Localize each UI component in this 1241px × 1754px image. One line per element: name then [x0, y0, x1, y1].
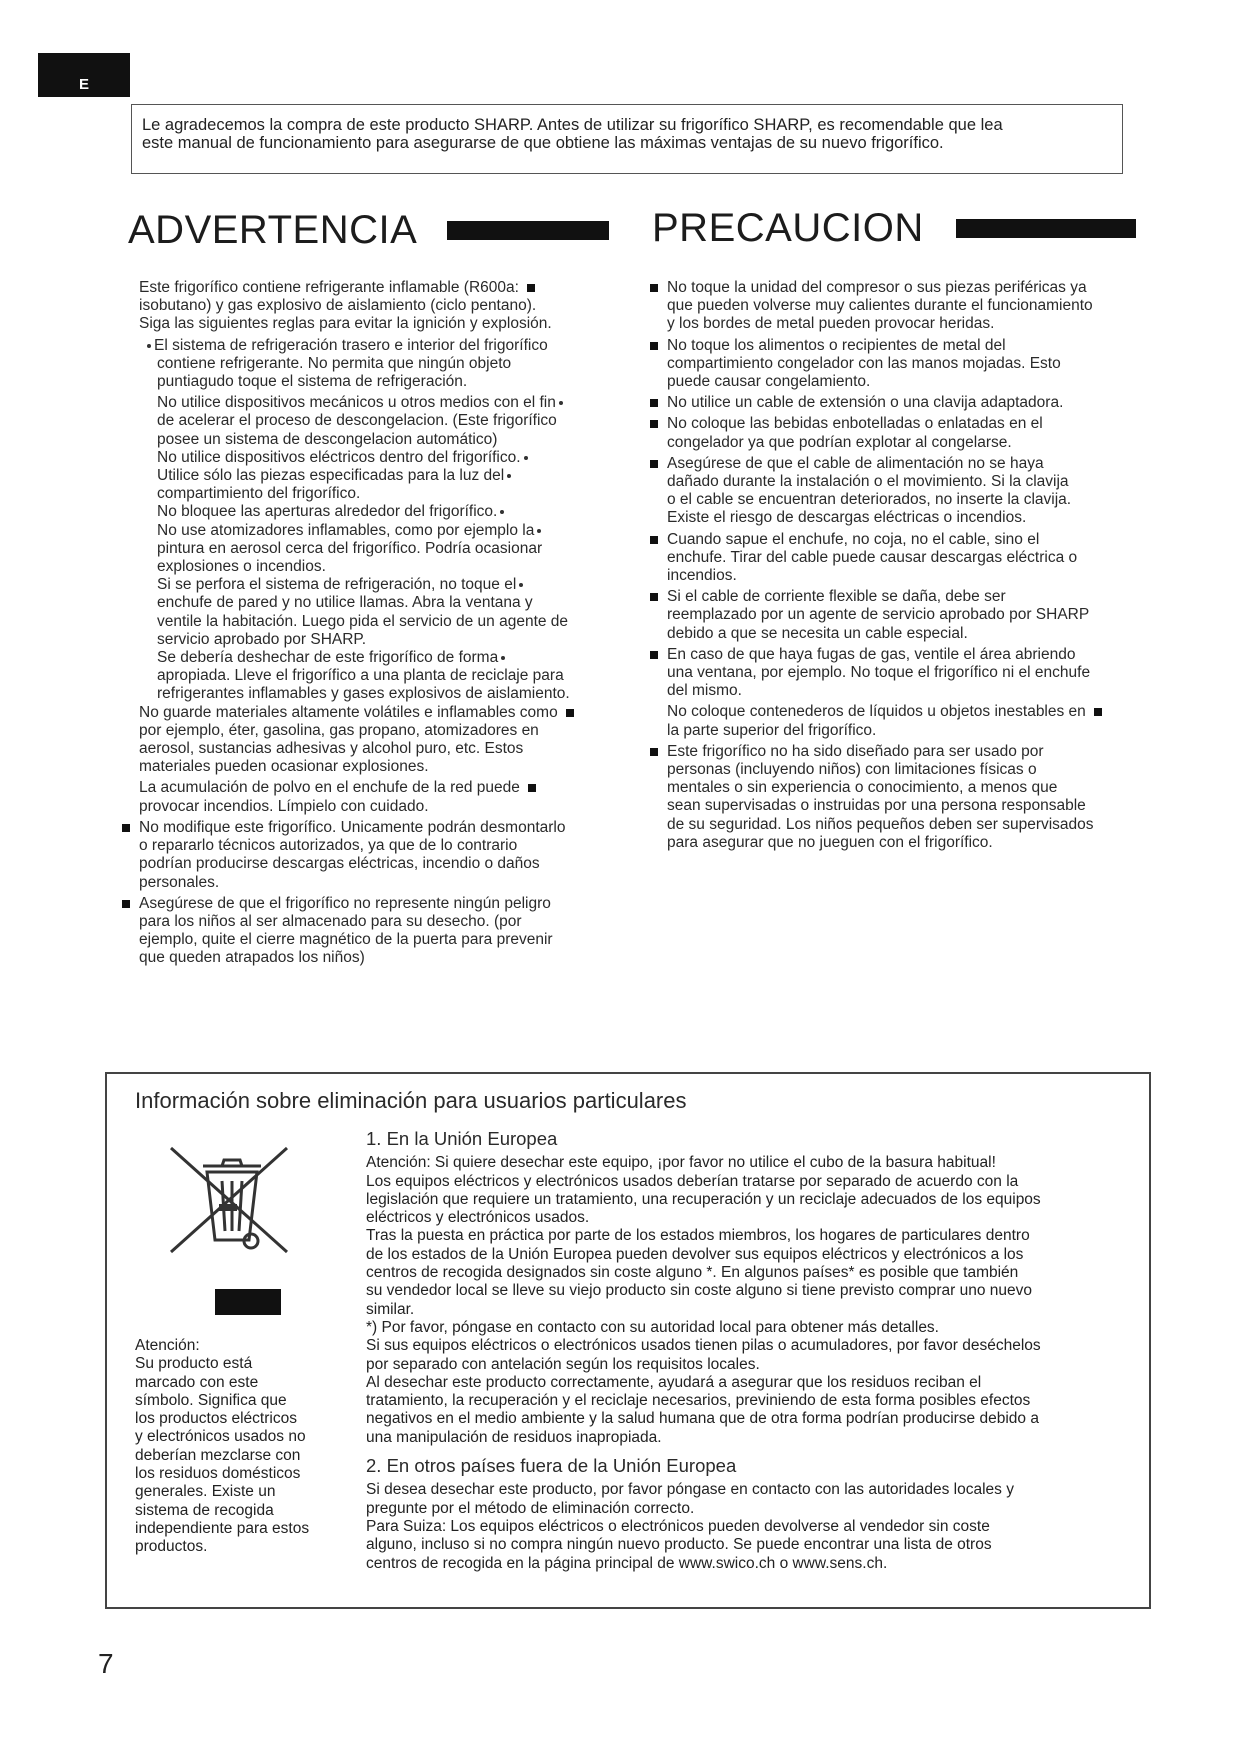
- warning-intro-line: Este frigorífico contiene refrigerante inflamable (R600a:: [139, 279, 519, 296]
- page-number: 7: [98, 1648, 114, 1679]
- warning-line: La acumulación de polvo en el enchufe de la red puede: [139, 779, 520, 797]
- caution-line: sean supervisadas o instruidas por una persona responsable: [667, 797, 1086, 815]
- caution-line: No toque la unidad del compresor o sus piezas periféricas ya: [667, 279, 1087, 296]
- warning-item-4: [122, 819, 630, 892]
- bullet-square-icon: [528, 784, 536, 792]
- warning-sub-line: compartimiento del frigorífico.: [157, 485, 361, 503]
- warning-sub-line: posee un sistema de descongelacion automático): [157, 430, 498, 448]
- bullet-square-icon: [566, 709, 574, 717]
- caution-item: [650, 337, 1170, 392]
- bullet-dot-icon: [147, 344, 151, 348]
- bullet-dot-icon: [507, 474, 511, 478]
- bullet-dot-icon: [537, 529, 541, 533]
- bullet-square-icon: [650, 460, 658, 468]
- other-line: centros de recogida en la página principal de www.swico.ch o www.sens.ch.: [366, 1554, 888, 1572]
- caution-line: de su seguridad. Los niños pequeños deben ser supervisados: [667, 815, 1094, 833]
- caution-line: Este frigorífico no ha sido diseñado para ser usado por: [667, 742, 1044, 760]
- warning-line: o repararlo técnicos autorizados, ya que de lo contrario: [139, 837, 518, 855]
- eu-line: su vendedor local se lleve su viejo producto sin coste alguno si tiene previsto comprar uno nuevo: [366, 1282, 1033, 1300]
- other-line: pregunte por el método de eliminación correcto.: [366, 1499, 695, 1517]
- caution-line: No coloque las bebidas enbotelladas o enlatadas en el: [667, 415, 1043, 433]
- bullet-square-icon: [650, 420, 658, 428]
- bin-underline-bar: [215, 1289, 281, 1315]
- note-line: símbolo. Significa que: [135, 1391, 287, 1409]
- caution-line: compartimiento congelador con las manos mojadas. Esto: [667, 354, 1061, 372]
- warning-sub-line: apropiada. Lleve el frigorífico a una planta de reciclaje para: [157, 667, 564, 685]
- bullet-dot-icon: [519, 583, 523, 587]
- caution-line: puede causar congelamiento.: [667, 373, 871, 391]
- disposal-symbol-note: [135, 1337, 335, 1557]
- warning-sub-line: No use atomizadores inflamables, como por ejemplo la: [157, 521, 535, 539]
- caution-line: incendios.: [667, 567, 737, 585]
- eu-line: negativos en el medio ambiente y la salud humana que de otra forma podrían producirse debido a: [366, 1410, 1039, 1428]
- language-code: E: [78, 76, 89, 93]
- warning-line: No modifique este frigorífico. Unicamente podrán desmontarlo: [139, 818, 566, 836]
- bullet-square-icon: [650, 651, 658, 659]
- warning-sub-line: ventile la habitación. Luego pida el servicio de un agente de: [157, 612, 569, 630]
- caution-item: [650, 588, 1170, 643]
- caution-line: del mismo.: [667, 682, 742, 700]
- caution-line: Existe el riesgo de descargas eléctricas o incendios.: [667, 509, 1027, 527]
- other-line: alguno, incluso si no compra ningún nuevo producto. Se puede encontrar una lista de otros: [366, 1536, 992, 1554]
- caution-line: congelador ya que podrían explotar al congelarse.: [667, 433, 1012, 451]
- intro-box: [131, 104, 1123, 174]
- bullet-square-icon: [650, 593, 658, 601]
- caution-line: En caso de que haya fugas de gas, ventile el área abriendo: [667, 645, 1076, 663]
- eu-line: de los estados de la Unión Europea pueden devolver sus equipos eléctricos y electrónicos a los: [366, 1245, 1024, 1263]
- warning-sub-line: Utilice sólo las piezas especificadas para la luz del: [157, 467, 505, 485]
- warning-line: Asegúrese de que el frigorífico no represente ningún peligro: [139, 894, 551, 912]
- warning-sub-line: enchufe de pared y no utilice llamas. Abra la ventana y: [157, 594, 533, 612]
- warning-item-5: [122, 895, 630, 968]
- eu-line: Atención: Si quiere desechar este equipo, ¡por favor no utilice el cubo de la basura habitual!: [366, 1154, 996, 1172]
- bullet-square-icon: [122, 824, 130, 832]
- caution-line: que pueden volverse muy calientes durante el funcionamiento: [667, 297, 1093, 315]
- caution-item: [650, 703, 1170, 739]
- warning-sub-line: servicio aprobado por SHARP.: [157, 630, 367, 648]
- caution-column: [650, 279, 1170, 852]
- warning-line: podrían producirse descargas eléctricas, incendio o daños: [139, 855, 540, 873]
- warning-item-3: [122, 779, 630, 815]
- warning-sub-line: explosiones o incendios.: [157, 558, 326, 576]
- warning-line: ejemplo, quite el cierre magnético de la puerta para prevenir: [139, 931, 553, 949]
- caution-line: No toque los alimentos o recipientes de metal del: [667, 336, 1006, 354]
- crossed-out-wheelie-bin-icon: [167, 1146, 297, 1246]
- warning-sub-line: de acelerar el proceso de descongelacion. (Este frigorífico: [157, 412, 557, 430]
- note-line: y electrónicos usados no: [135, 1428, 306, 1446]
- caution-line: Cuando sapue el enchufe, no coja, no el cable, sino el: [667, 530, 1040, 548]
- bullet-square-icon: [650, 399, 658, 407]
- warning-sub-line: El sistema de refrigeración trasero e interior del frigorífico: [154, 336, 548, 354]
- caution-line: reemplazado por un agente de servicio aprobado por SHARP: [667, 606, 1090, 624]
- caution-item: [650, 415, 1170, 451]
- caution-line: No utilice un cable de extensión o una clavija adaptadora.: [667, 394, 1064, 412]
- caution-item: [650, 743, 1170, 852]
- warning-line: por ejemplo, éter, gasolina, gas propano, atomizadores en: [139, 721, 539, 739]
- warning-sub-line: No utilice dispositivos eléctricos dentro del frigorífico.: [157, 448, 521, 466]
- warning-sub-item: [144, 337, 630, 392]
- bullet-square-icon: [1094, 708, 1102, 716]
- note-line: los productos eléctricos: [135, 1410, 297, 1428]
- caution-line: una ventana, por ejemplo. No toque el frigorífico ni el enchufe: [667, 664, 1091, 682]
- caution-line: debido a que se necesita un cable especial.: [667, 624, 968, 642]
- caution-item: [650, 646, 1170, 701]
- eu-line: *) Por favor, póngase en contacto con su autoridad local para obtener más detalles.: [366, 1318, 939, 1336]
- bullet-square-icon: [527, 284, 535, 292]
- bullet-square-icon: [650, 536, 658, 544]
- warning-line: No guarde materiales altamente volátiles e inflamables como: [139, 703, 558, 721]
- warning-title: ADVERTENCIA: [128, 208, 418, 252]
- eu-line: Si sus equipos eléctricos o electrónicos usados tienen pilas o acumuladores, por favor deséchelos: [366, 1337, 1041, 1355]
- warning-line: personales.: [139, 873, 220, 891]
- wheelie-bin-svg: [167, 1146, 297, 1256]
- caution-item: [650, 455, 1170, 528]
- bullet-dot-icon: [524, 456, 528, 460]
- bullet-dot-icon: [501, 656, 505, 660]
- warning-intro: [122, 279, 630, 334]
- disposal-text: [366, 1130, 1106, 1573]
- warning-sublist: [122, 337, 630, 704]
- warning-column: [122, 279, 630, 968]
- warning-line: aerosol, sustancias adhesivas y alcohol puro, etc. Estos: [139, 740, 524, 758]
- caution-heading: [652, 206, 1136, 251]
- caution-item: [650, 279, 1170, 334]
- warning-sub-line: refrigerantes inflamables y gases explosivos de aislamiento.: [157, 685, 570, 703]
- caution-line: Asegúrese de que el cable de alimentación no se haya: [667, 454, 1044, 472]
- caution-line: dañado durante la instalación o el movimiento. Si la clavija: [667, 473, 1069, 491]
- note-line: marcado con este: [135, 1373, 259, 1391]
- eu-line: eléctricos y electrónicos usados.: [366, 1209, 590, 1227]
- caution-line: personas (incluyendo niños) con limitaciones físicas o: [667, 761, 1037, 779]
- warning-sub-line: No bloquee las aperturas alrededor del frigorífico.: [157, 503, 498, 521]
- note-line: los residuos domésticos: [135, 1465, 301, 1483]
- other-countries-heading: 2. En otros países fuera de la Unión Europea: [366, 1455, 737, 1477]
- note-line: independiente para estos: [135, 1519, 310, 1537]
- caution-item: [650, 531, 1170, 586]
- eu-line: una manipulación de residuos inapropiada.: [366, 1428, 662, 1446]
- note-line: Atención:: [135, 1337, 200, 1354]
- caution-title-bar: [956, 219, 1136, 238]
- warning-sub-line: No utilice dispositivos mecánicos u otros medios con el fin: [157, 394, 556, 412]
- note-line: Su producto está: [135, 1355, 253, 1373]
- other-line: Para Suiza: Los equipos eléctricos o electrónicos pueden devolverse al vendedor sin coste: [366, 1517, 990, 1535]
- note-line: sistema de recogida: [135, 1501, 274, 1519]
- warning-heading: [128, 208, 609, 253]
- eu-line: similar.: [366, 1300, 415, 1318]
- warning-intro-line: isobutano) y gas explosivo de aislamiento (ciclo pentano).: [139, 297, 537, 315]
- caution-line: enchufe. Tirar del cable puede causar descargas eléctrica o: [667, 548, 1078, 566]
- eu-line: tratamiento, la recuperación y el reciclaje necesarios, previniendo de esta forma posibles efectos: [366, 1392, 1031, 1410]
- warning-line: provocar incendios. Límpielo con cuidado.: [139, 797, 429, 815]
- bullet-dot-icon: [500, 510, 504, 514]
- bullet-dot-icon: [559, 401, 563, 405]
- warning-line: para los niños al ser almacenado para su desecho. (por: [139, 912, 522, 930]
- disposal-info-box: [105, 1072, 1151, 1609]
- warning-sub-line: Se debería deshechar de este frigorífico de forma: [157, 649, 499, 667]
- eu-line: Tras la puesta en práctica por parte de los estados miembros, los hogares de particulares dentro: [366, 1227, 1030, 1245]
- caution-line: mentales o sin experiencia o conocimiento, a menos que: [667, 779, 1058, 797]
- eu-line: por separado con antelación según los requisitos locales.: [366, 1355, 760, 1373]
- intro-line-1: Le agradecemos la compra de este producto SHARP. Antes de utilizar su frigorífico SHARP, es recomendable que lea: [142, 116, 1003, 134]
- caution-line: Si el cable de corriente flexible se daña, debe ser: [667, 588, 1006, 606]
- warning-line: materiales pueden ocasionar explosiones.: [139, 758, 429, 776]
- note-line: generales. Existe un: [135, 1483, 276, 1501]
- language-tab: [38, 53, 130, 97]
- warning-sub-line: puntiagudo toque el sistema de refrigeración.: [157, 373, 468, 391]
- bullet-square-icon: [650, 284, 658, 292]
- intro-line-2: este manual de funcionamiento para asegurarse de que obtiene las máximas ventajas de su nuevo frigorífico.: [142, 134, 944, 152]
- eu-heading: 1. En la Unión Europea: [366, 1128, 558, 1149]
- eu-line: centros de recogida designados sin coste alguno *. En algunos países* es posible que también: [366, 1264, 1019, 1282]
- warning-line: que queden atrapados los niños): [139, 949, 365, 967]
- warning-sub-line: Si se perfora el sistema de refrigeración, no toque el: [157, 576, 517, 594]
- disposal-title: Información sobre eliminación para usuarios particulares: [135, 1088, 687, 1113]
- other-line: Si desea desechar este producto, por favor póngase en contacto con las autoridades locales y: [366, 1481, 1014, 1499]
- note-line: productos.: [135, 1538, 208, 1556]
- eu-line: Los equipos eléctricos y electrónicos usados deberían tratarse por separado de acuerdo con la: [366, 1172, 1019, 1190]
- caution-line: No coloque contenederos de líquidos u objetos inestables en: [667, 703, 1086, 721]
- bullet-square-icon: [650, 342, 658, 350]
- caution-item: [650, 394, 1170, 412]
- warning-sub-line: pintura en aerosol cerca del frigorífico. Podría ocasionar: [157, 539, 543, 557]
- caution-line: la parte superior del frigorífico.: [667, 721, 877, 739]
- eu-line: Al desechar este producto correctamente, ayudará a asegurar que los residuos reciban el: [366, 1373, 982, 1391]
- warning-item-2: [122, 704, 630, 777]
- warning-title-bar: [447, 221, 609, 240]
- warning-sub-item: [144, 394, 630, 703]
- caution-line: y los bordes de metal pueden provocar heridas.: [667, 315, 995, 333]
- note-line: deberían mezclarse con: [135, 1446, 301, 1464]
- warning-sub-line: contiene refrigerante. No permita que ningún objeto: [157, 354, 512, 372]
- caution-line: o el cable se encuentran deteriorados, no inserte la clavija.: [667, 491, 1072, 509]
- bullet-square-icon: [122, 900, 130, 908]
- caution-line: para asegurar que no jueguen con el frigorífico.: [667, 833, 993, 851]
- bullet-square-icon: [650, 748, 658, 756]
- eu-line: legislación que requiere un tratamiento, una recuperación y un reciclaje adecuados de los equipos: [366, 1190, 1041, 1208]
- caution-title: PRECAUCION: [652, 206, 924, 250]
- warning-intro-line: Siga las siguientes reglas para evitar la ignición y explosión.: [139, 315, 552, 333]
